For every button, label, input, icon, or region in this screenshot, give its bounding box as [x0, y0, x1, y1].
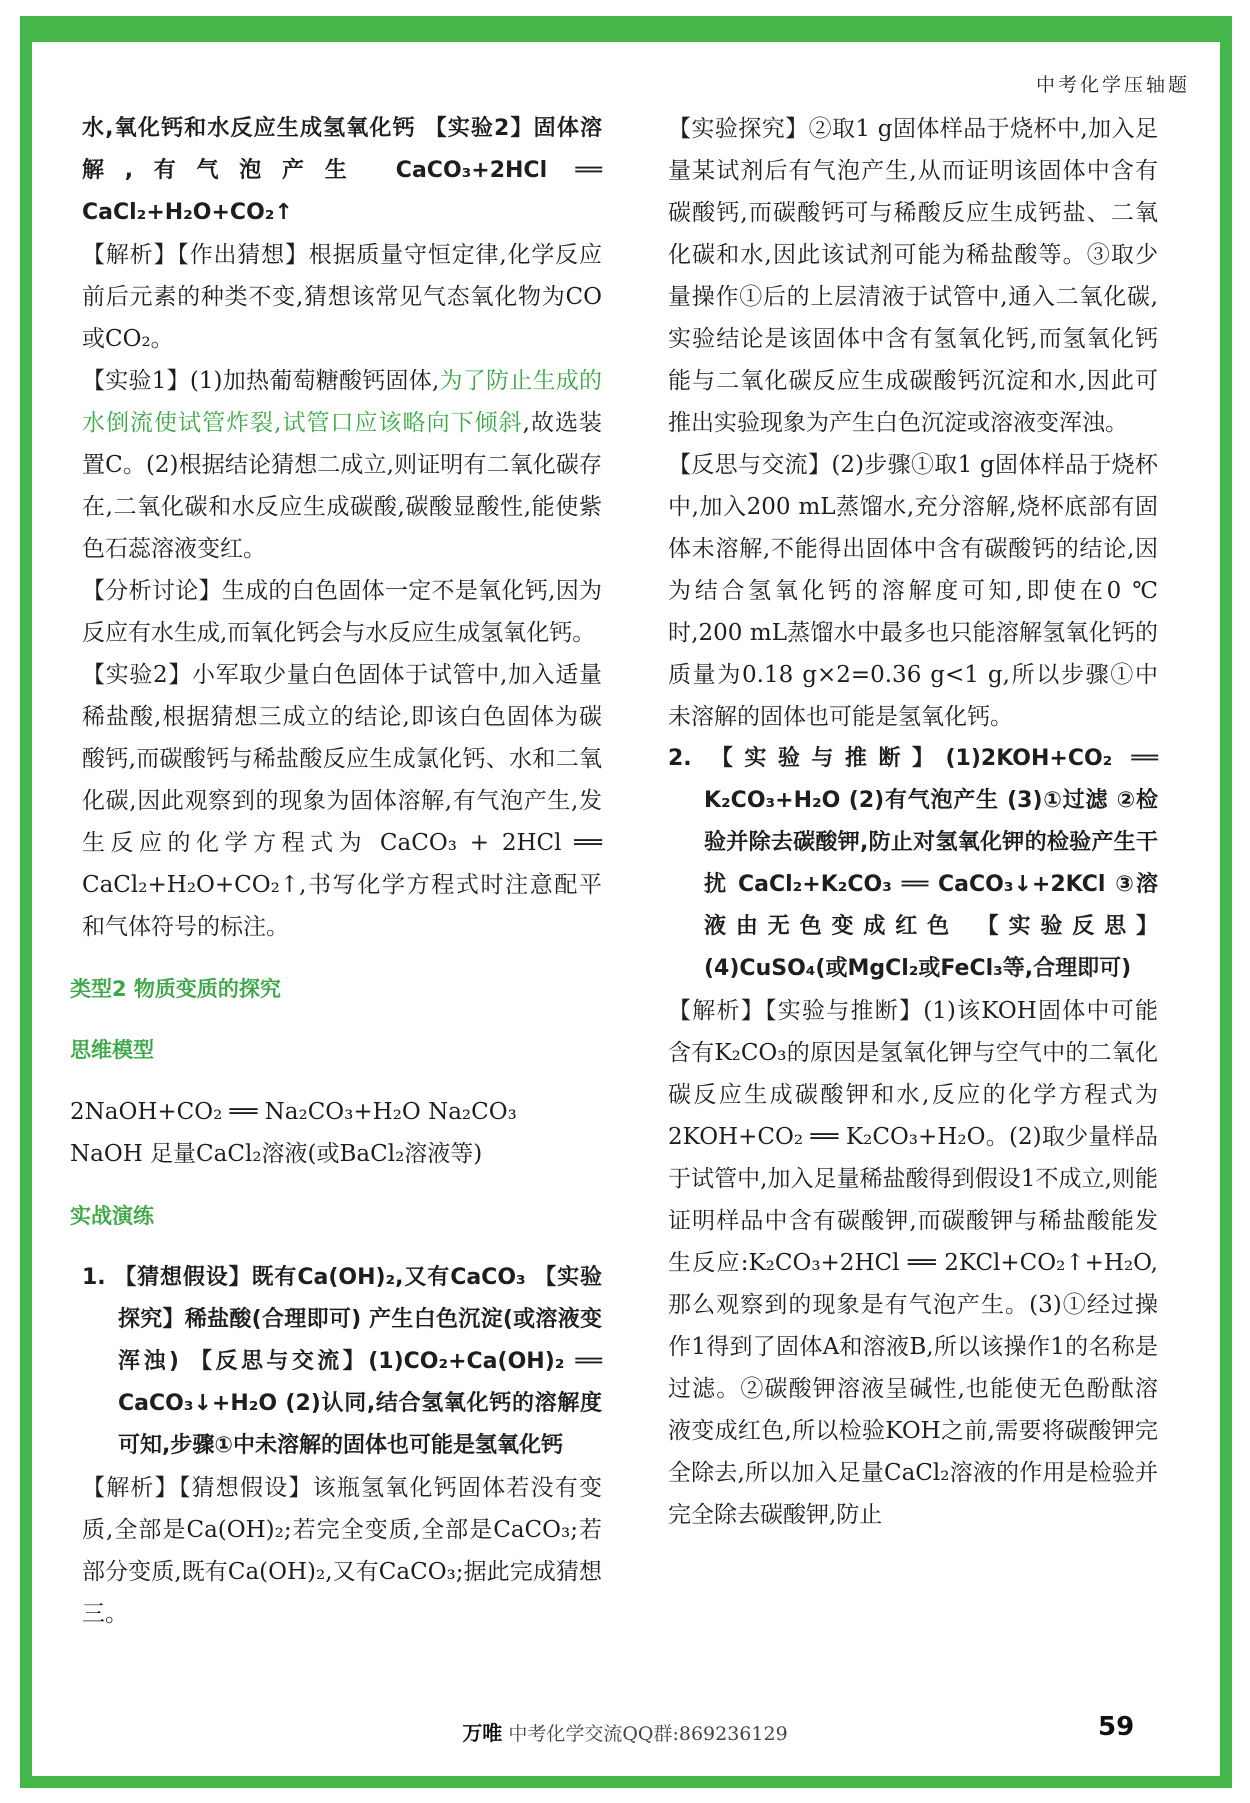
page-number: 59	[1098, 1712, 1135, 1742]
footer-text: 中考化学交流QQ群:869236129	[508, 1723, 788, 1745]
right-column	[668, 108, 1158, 1536]
left-paragraph: NaOH 足量CaCl₂溶液(或BaCl₂溶液等)	[70, 1141, 483, 1167]
left-paragraph: 思维模型	[70, 1038, 154, 1062]
highlighted-answer: 为了防止生成的水倒流使试管炸裂,试管口应该略向下倾斜	[82, 368, 603, 436]
page-frame-bottom	[20, 1776, 1232, 1788]
left-paragraph: 实战演练	[70, 1204, 154, 1228]
left-paragraph: 【解析】【猜想假设】该瓶氢氧化钙固体若没有变质,全部是Ca(OH)₂;若完全变质,全部是CaCO₃;若部分变质,既有Ca(OH)₂,又有CaCO₃;据此完成猜想三。	[82, 1475, 602, 1627]
left-paragraph: 【解析】【作出猜想】根据质量守恒定律,化学反应前后元素的种类不变,猜想该常见气态氧化物为CO或CO₂。	[82, 242, 602, 352]
page-frame-left	[20, 16, 32, 1788]
left-paragraph: 水,氧化钙和水反应生成氢氧化钙 【实验2】固体溶解,有气泡产生 CaCO₃+2HCl ══ CaCl₂+H₂O+CO₂↑	[82, 116, 602, 225]
footer-brand-logo: 万唯	[462, 1721, 503, 1745]
right-paragraph: 【解析】【实验与推断】(1)该KOH固体中可能含有K₂CO₃的原因是氢氧化钾与空气中的二氧化碳反应生成碳酸钾和水,反应的化学方程式为2KOH+CO₂ ══ K₂CO₃+H₂O。(2)取少量样品于试管中,加入足量稀盐酸得到假设1不成立,则能证明样品中含有碳酸钾,而碳酸钾与稀盐酸能发生反应:K₂CO₃+2HCl ══ 2KCl+CO₂↑+H₂O,那么观察到的现象是有气泡产生。(3)①经过操作1得到了固体A和溶液B,所以该操作1的名称是过滤。②碳酸钾溶液呈碱性,也能使无色酚酞溶液变成红色,所以检验KOH之前,需要将碳酸钾完全除去,所以加入足量CaCl₂溶液的作用是检验并完全除去碳酸钾,防止	[668, 998, 1158, 1528]
left-paragraph: 【分析讨论】生成的白色固体一定不是氧化钙,因为反应有水生成,而氧化钙会与水反应生成氢氧化钙。	[82, 578, 602, 646]
page-frame-right	[1220, 16, 1232, 1788]
page-frame-top	[20, 16, 1232, 42]
left-paragraph: 类型2 物质变质的探究	[70, 977, 281, 1001]
left-paragraph: 1. 【猜想假设】既有Ca(OH)₂,又有CaCO₃ 【实验探究】稀盐酸(合理即可) 产生白色沉淀(或溶液变浑浊) 【反思与交流】(1)CO₂+Ca(OH)₂ ══ CaCO₃↓+H₂O (2)认同,结合氢氧化钙的溶解度可知,步骤①中未溶解的固体也可能是氢氧化钙	[82, 1265, 602, 1458]
left-paragraph: 2NaOH+CO₂ ══ Na₂CO₃+H₂O Na₂CO₃	[70, 1099, 517, 1125]
right-paragraph: 2. 【实验与推断】(1)2KOH+CO₂ ══ K₂CO₃+H₂O (2)有气泡产生 (3)①过滤 ②检验并除去碳酸钾,防止对氢氧化钾的检验产生干扰 CaCl₂+K₂CO₃ ══ CaCO₃↓+2KCl ③溶液由无色变成红色 【实验反思】(4)CuSO₄(或MgCl₂或FeCl₃等,合理即可)	[668, 746, 1158, 981]
right-paragraph: 【反思与交流】(2)步骤①取1 g固体样品于烧杯中,加入200 mL蒸馏水,充分溶解,烧杯底部有固体未溶解,不能得出固体中含有碳酸钙的结论,因为结合氢氧化钙的溶解度可知,即使在0 ℃时,200 mL蒸馏水中最多也只能溶解氢氧化钙的质量为0.18 g×2=0.36 g<1 g,所以步骤①中未溶解的固体也可能是氢氧化钙。	[668, 452, 1158, 730]
left-paragraph: 【实验1】(1)加热葡萄糖酸钙固体,为了防止生成的水倒流使试管炸裂,试管口应该略向下倾斜,故选装置C。(2)根据结论猜想二成立,则证明有二氧化碳存在,二氧化碳和水反应生成碳酸,碳酸显酸性,能使紫色石蕊溶液变红。	[82, 368, 603, 562]
left-column	[70, 108, 603, 1635]
right-paragraph: 【实验探究】②取1 g固体样品于烧杯中,加入足量某试剂后有气泡产生,从而证明该固体中含有碳酸钙,而碳酸钙可与稀酸反应生成钙盐、二氧化碳和水,因此该试剂可能为稀盐酸等。③取少量操作①后的上层清液于试管中,通入二氧化碳,实验结论是该固体中含有氢氧化钙,而氢氧化钙能与二氧化碳反应生成碳酸钙沉淀和水,因此可推出实验现象为产生白色沉淀或溶液变浑浊。	[668, 116, 1158, 436]
footer	[0, 1717, 1250, 1746]
left-paragraph: 【实验2】小军取少量白色固体于试管中,加入适量稀盐酸,根据猜想三成立的结论,即该白色固体为碳酸钙,而碳酸钙与稀盐酸反应生成氯化钙、水和二氧化碳,因此观察到的现象为固体溶解,有气泡产生,发生反应的化学方程式为 CaCO₃ + 2HCl ══ CaCl₂+H₂O+CO₂↑,书写化学方程式时注意配平和气体符号的标注。	[82, 662, 602, 940]
running-header: 中考化学压轴题	[1035, 74, 1190, 96]
